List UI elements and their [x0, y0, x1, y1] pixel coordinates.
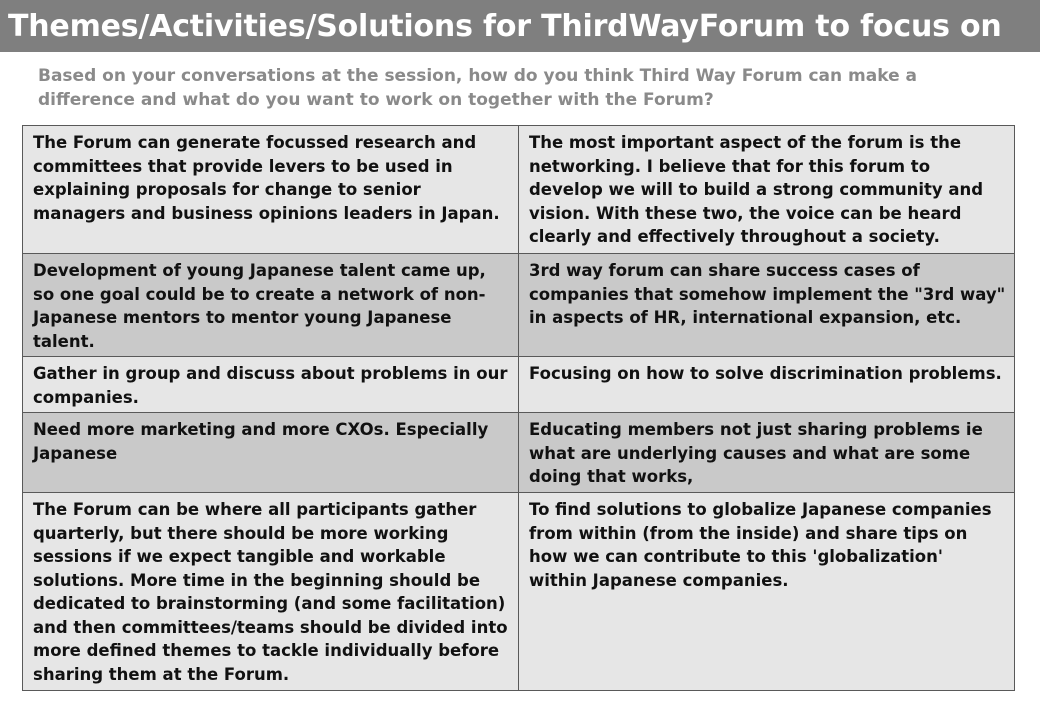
- table-cell-left: The Forum can be where all participants gather quarterly, but there should be more working sessions if we expect tangible and workable solutions. More time in the beginning should be dedicated to brainstorming (and some facilitation) and then committees/teams should be divided into more defined themes to tackle individually before sharing them at the Forum.: [23, 493, 519, 691]
- page-subtitle: Based on your conversations at the session, how do you think Third Way Forum can make a difference and what do you want to work on together with the Forum?: [38, 66, 917, 110]
- table-cell-right: Focusing on how to solve discrimination problems.: [519, 357, 1015, 413]
- table-cell-left: Gather in group and discuss about problems in our companies.: [23, 357, 519, 413]
- table-row: [23, 357, 1015, 413]
- table-cell-right: 3rd way forum can share success cases of companies that somehow implement the "3rd way" in aspects of HR, international expansion, etc.: [519, 254, 1015, 357]
- table-row: [23, 254, 1015, 357]
- table-cell-left: The Forum can generate focussed research and committees that provide levers to be used in explaining proposals for change to senior managers and business opinions leaders in Japan.: [23, 126, 519, 254]
- table-row: [23, 493, 1015, 691]
- table-cell-right: The most important aspect of the forum is the networking. I believe that for this forum to develop we will to build a strong community and vision. With these two, the voice can be heard clearly and effectively throughout a society.: [519, 126, 1015, 254]
- table-cell-left: Need more marketing and more CXOs. Especially Japanese: [23, 413, 519, 493]
- table-cell-left: Development of young Japanese talent came up, so one goal could be to create a network of non-Japanese mentors to mentor young Japanese talent.: [23, 254, 519, 357]
- responses-table: [22, 125, 1015, 691]
- table-row: [23, 126, 1015, 254]
- table-cell-right: Educating members not just sharing problems ie what are underlying causes and what are some doing that works,: [519, 413, 1015, 493]
- table-cell-right: To find solutions to globalize Japanese companies from within (from the inside) and share tips on how we can contribute to this 'globalization' within Japanese companies.: [519, 493, 1015, 691]
- page-title: Themes/Activities/Solutions for ThirdWayForum to focus on: [8, 8, 1002, 44]
- table-row: [23, 413, 1015, 493]
- title-bar: [0, 0, 1040, 52]
